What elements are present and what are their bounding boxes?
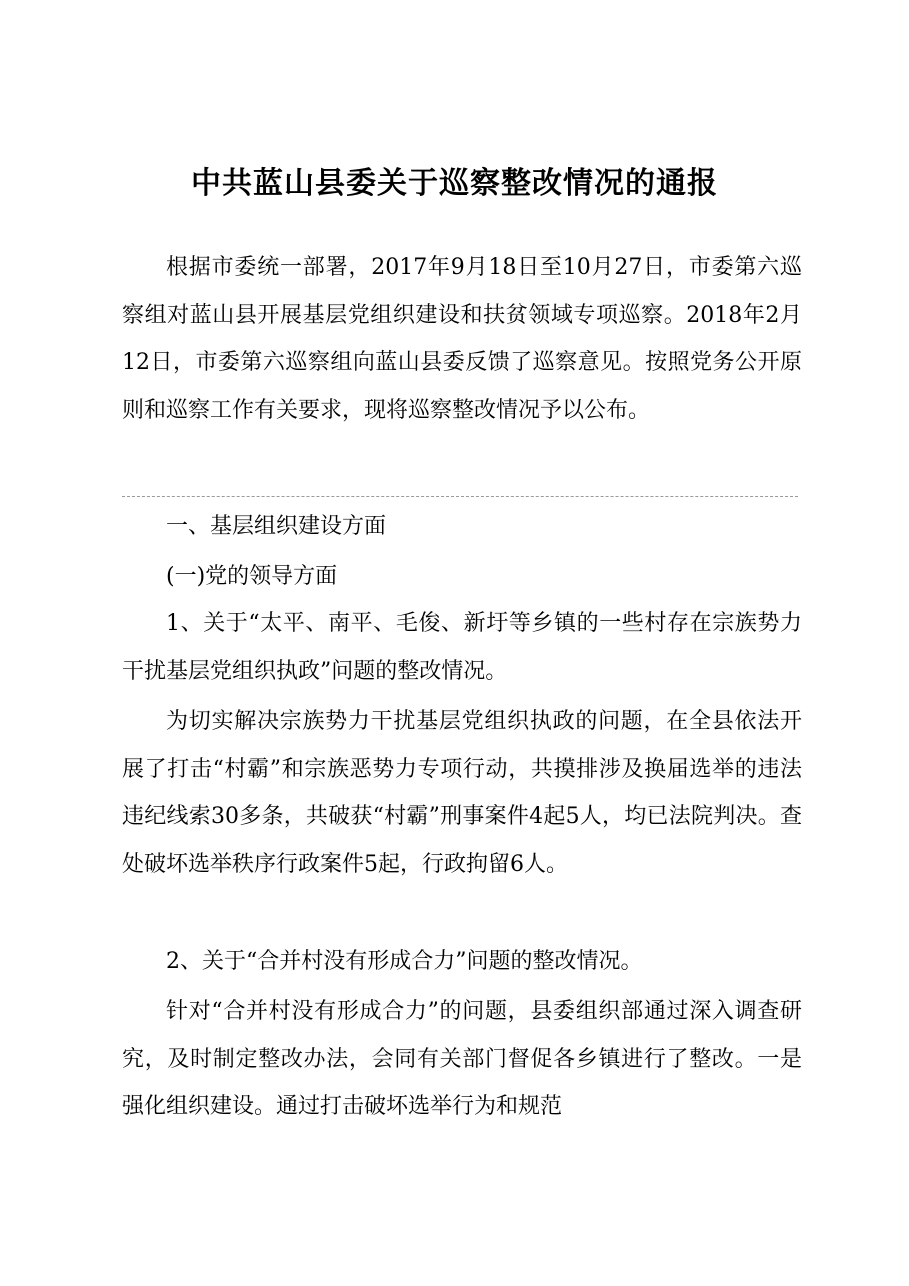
document-title: 中共蓝山县委关于巡察整改情况的通报 [191,166,718,201]
item-1-heading: 1、关于“太平、南平、毛俊、新圩等乡镇的一些村存在宗族势力干扰基层党组织执政”问题的整改情况。 [122,611,802,684]
item-2-body: 针对“合并村没有形成合力”的问题，县委组织部通过深入调查研究，及时制定整改办法，会同有关部门督促各乡镇进行了整改。一是强化组织建设。通过打击破坏选举行为和规范 [122,999,802,1119]
intro-paragraph: 根据市委统一部署，2017年9月18日至10月27日，市委第六巡察组对蓝山县开展基层党组织建设和扶贫领域专项巡察。2018年2月12日，市委第六巡察组向蓝山县委反馈了巡察意见。按照党务公开原则和巡察工作有关要求，现将巡察整改情况予以公布。 [122,255,802,423]
item-2-heading: 2、关于“合并村没有形成合力”问题的整改情况。 [166,949,643,974]
section-1-heading: 一、基层组织建设方面 [166,514,387,539]
item-1-body: 为切实解决宗族势力干扰基层党组织执政的问题，在全县依法开展了打击“村霸”和宗族恶势力专项行动，共摸排涉及换届选举的违法违纪线索30多条，共破获“村霸”刑事案件4起5人，均已法院判决。查处破坏选举秩序行政案件5起，行政拘留6人。 [122,709,802,877]
subsection-1-heading: (一)党的领导方面 [166,564,338,589]
dashed-divider [122,496,798,497]
